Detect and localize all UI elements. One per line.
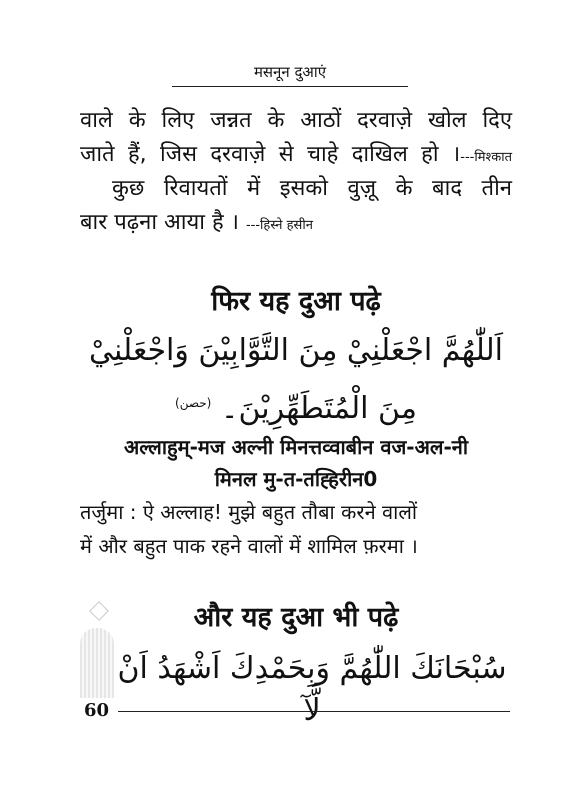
intro-paragraph bbox=[80, 104, 512, 175]
dua1-transliteration-line-1: अल्लाहुम्-मज अल्नी मिनत्तव्वाबीन वज-अल-नी bbox=[123, 435, 469, 459]
dua1-translation-line-2: में और बहुत पाक रहने वालों में शामिल फ़रमा । bbox=[80, 534, 418, 558]
note-paragraph bbox=[112, 172, 512, 206]
citation-mishkat: ---मिश्कात bbox=[460, 150, 512, 165]
note-paragraph-end bbox=[80, 206, 512, 243]
intro-line-2 bbox=[80, 138, 512, 175]
dua1-arabic-reference: (حصن) bbox=[175, 396, 212, 410]
header-rule bbox=[172, 86, 408, 87]
dua1-heading: फिर यह दुआ पढ़े bbox=[211, 286, 381, 317]
dua1-arabic-line-2 bbox=[170, 382, 422, 430]
dua1-arabic-line-1: اَللّٰهُمَّ اجْعَلْنِيْ مِنَ التَّوَّابِيْنَ وَاجْعَلْنِيْ bbox=[88, 333, 504, 368]
page-tab-decoration bbox=[80, 628, 114, 698]
note-line-2 bbox=[80, 206, 512, 243]
dua1-transliteration-line-2: मिनल मु-त-तह्हिरीन0 bbox=[214, 467, 378, 491]
note-line-2-text: बार पढ़ना आया है । bbox=[80, 210, 239, 235]
page-number: 60 bbox=[84, 700, 110, 721]
running-header: मसनून दुआएं bbox=[253, 63, 327, 81]
note-line-1: कुछ रिवायतों में इसको वुज़ू के बाद तीन bbox=[112, 176, 512, 201]
footer-rule bbox=[118, 711, 510, 712]
intro-line-1: वाले के लिए जन्नत के आठों दरवाज़े खोल दिए bbox=[80, 108, 512, 133]
citation-hisne-haseen: ---हिस्ने हसीन bbox=[245, 218, 313, 233]
dua2-heading: और यह दुआ भी पढ़े bbox=[193, 602, 399, 633]
dua1-translation-line-1: तर्जुमा : ऐ अल्लाह! मुझे बहुत तौबा करने वालों bbox=[80, 500, 418, 524]
dua1-arabic-text: مِنَ الْمُتَطَهِّرِيْنَ۔ bbox=[220, 391, 417, 426]
dua2-arabic-line-1: سُبْحَانَكَ اللّٰهُمَّ وَبِحَمْدِكَ اَشْهَدُ اَنْ لَّآ bbox=[117, 651, 507, 728]
intro-line-2-text: जाते हैं, जिस दरवाज़े से चाहे दाखिल हो । bbox=[80, 142, 461, 167]
